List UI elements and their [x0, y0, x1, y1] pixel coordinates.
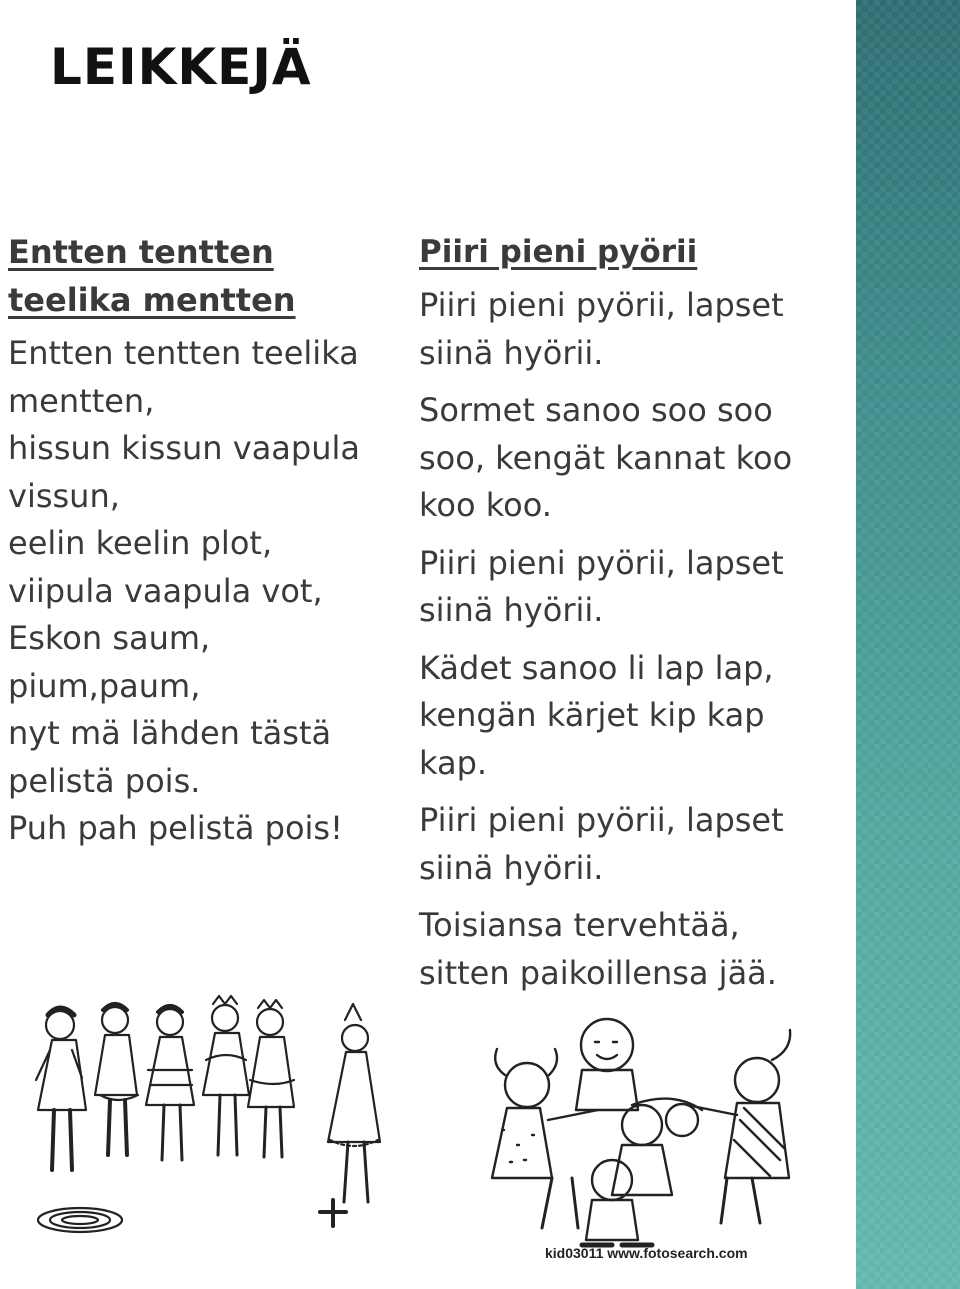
left-poem-body: [8, 330, 408, 853]
poem-line: Piiri pieni pyörii, lapset: [419, 543, 784, 582]
poem-line: koo koo.: [419, 486, 552, 524]
poem-line: Eskon saum,: [8, 619, 211, 657]
poem-line: pium,paum,: [8, 666, 201, 705]
poem-line: viipula vaapula vot,: [8, 571, 323, 610]
decorative-side-stripe: [856, 0, 960, 1289]
right-poem-heading: Piiri pieni pyörii: [419, 234, 698, 270]
poem-line: eelin keelin plot,: [8, 524, 273, 562]
poem-line: vissun,: [8, 476, 120, 515]
poem-line: mentten,: [8, 381, 155, 420]
poem-line: siinä hyörii.: [419, 591, 604, 629]
poem-line: sitten paikoillensa jää.: [419, 953, 777, 992]
poem-line: nyt mä lähden tästä: [8, 714, 332, 752]
poem-line: kengän kärjet kip kap: [419, 696, 765, 734]
poem-line: soo, kengät kannat koo: [419, 438, 793, 477]
poem-line: Piiri pieni pyörii, lapset: [419, 801, 784, 839]
stanza: [419, 902, 844, 997]
poem-line: siinä hyörii.: [419, 848, 604, 887]
girls-playing-illustration: [30, 990, 390, 1250]
watermark-text: kid03011 www.fotosearch.com: [545, 1245, 748, 1261]
left-poem-heading: [8, 228, 408, 324]
poem-line: hissun kissun vaapula: [8, 429, 360, 467]
poem-line: Kädet sanoo li lap lap,: [419, 648, 774, 687]
left-poem-heading-line: teelika mentten: [8, 281, 296, 319]
poem-line: kap.: [419, 743, 488, 782]
stanza: [419, 282, 844, 377]
page-title: LEIKKEJÄ: [50, 38, 312, 96]
poem-line: Entten tentten teelika: [8, 334, 359, 372]
poem-line: pelistä pois.: [8, 761, 201, 800]
poem-line: siinä hyörii.: [419, 333, 604, 372]
poem-line: Puh pah pelistä pois!: [8, 809, 343, 847]
stanza: [419, 540, 844, 635]
right-poem: [419, 228, 844, 1007]
left-poem: [8, 228, 408, 853]
poem-line: Sormet sanoo soo soo: [419, 391, 773, 429]
stanza: [419, 797, 844, 892]
poem-line: Toisiansa tervehtää,: [419, 906, 740, 944]
stanza: [419, 645, 844, 788]
children-circle-illustration: [482, 1010, 812, 1265]
stanza: [419, 387, 844, 530]
poem-line: Piiri pieni pyörii, lapset: [419, 286, 784, 324]
left-poem-heading-line: Entten tentten: [8, 233, 274, 271]
